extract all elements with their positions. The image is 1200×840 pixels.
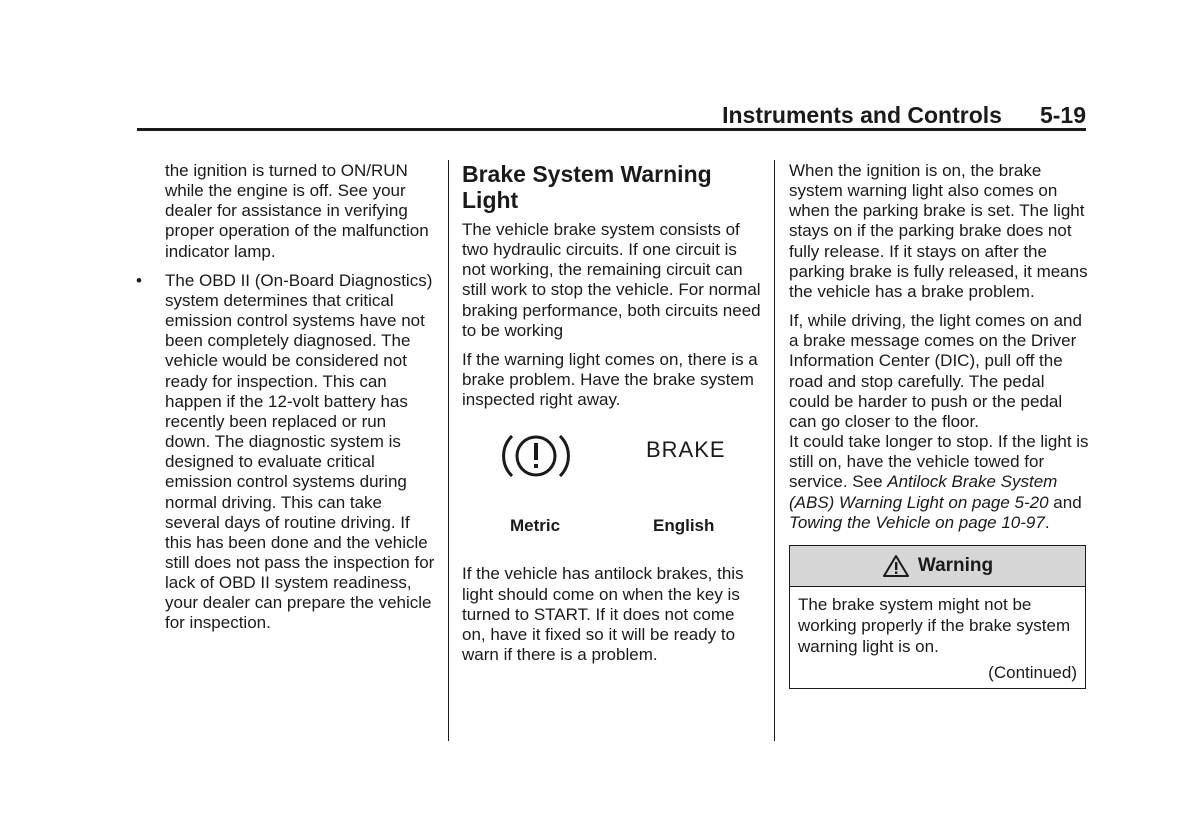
continued-label: (Continued) [988, 662, 1077, 682]
column-divider-1 [448, 160, 449, 741]
driving-paragraph: If, while driving, the light comes on and a brake message comes on the Driver Information Center (DIC), pull off the road and stop carefully. The pedal could be harder to push or the pedal can go closer to the floor. [789, 311, 1082, 431]
column-3 [789, 161, 1089, 689]
continued-paragraph: the ignition is turned to ON/RUN while the engine is off. See your dealer for assistance in verifying proper operation of the malfunction indicator lamp. [165, 161, 429, 261]
obd-bullet-text: The OBD II (On-Board Diagnostics) system determines that critical emission control systems have not been completely diagnosed. The vehicle would be considered not ready for inspection. This can happen if the 12-volt battery has recently been replaced or run down. The diagnostic system is designed to evaluate critical emission control systems during normal driving. This can take several days of routine driving. If this has been done and the vehicle still does not pass the inspection for lack of OBD II system readiness, your dealer can prepare the vehicle for inspection. [165, 270, 435, 633]
brake-paragraph-2: If the warning light comes on, there is a brake problem. Have the brake system inspected right away. [462, 349, 758, 410]
brake-paragraph-1: The vehicle brake system consists of two hydraulic circuits. If one circuit is not working, the remaining circuit can still work to stop the vehicle. For normal braking performance, both circuits need to be working [462, 220, 761, 340]
towing-link[interactable]: Towing the Vehicle on page 10-97 [789, 512, 1045, 532]
bullet-marker: • [136, 271, 142, 290]
column-2 [462, 161, 762, 665]
warning-header [790, 546, 1085, 587]
metric-label: Metric [510, 516, 561, 536]
page-header [0, 100, 1086, 130]
brake-text-symbol: BRAKE [646, 437, 726, 463]
warning-title: Warning [917, 554, 994, 576]
parking-brake-paragraph: When the ignition is on, the brake system warning light also comes on when the parking brake is set. The light stays on if the parking brake does not fully release. If it stays on after the parking brake is fully released, it means the vehicle has a brake problem. [789, 161, 1088, 301]
brake-warning-circle-icon [500, 426, 572, 486]
warning-text: The brake system might not be working properly if the brake system warning light is on. [798, 594, 1071, 656]
section-heading: Brake System Warning Light [462, 161, 712, 213]
section-title: Instruments and Controls [722, 102, 1002, 128]
header-rule [137, 128, 1086, 131]
towing-paragraph: It could take longer to stop. If the light is still on, have the vehicle towed for service. See Antilock Brake System (ABS) Warning Light on page 5-20 and Towing the Vehicle on page 10-97. [789, 432, 1089, 532]
column-divider-2 [774, 160, 775, 741]
brake-symbols-figure [462, 424, 762, 564]
abs-warning-link[interactable]: Antilock Brake System (ABS) Warning Light on page 5-20 [789, 472, 1058, 512]
warning-box [789, 545, 1086, 689]
column-1 [165, 161, 435, 634]
english-label: English [653, 516, 715, 536]
brake-paragraph-3: If the vehicle has antilock brakes, this light should come on when the key is turned to START. If it does not come on, have it fixed so it will be ready to warn if there is a problem. [462, 564, 744, 665]
warning-triangle-icon [882, 554, 910, 578]
warning-body [790, 587, 1085, 688]
page-number: 5-19 [1039, 102, 1086, 128]
